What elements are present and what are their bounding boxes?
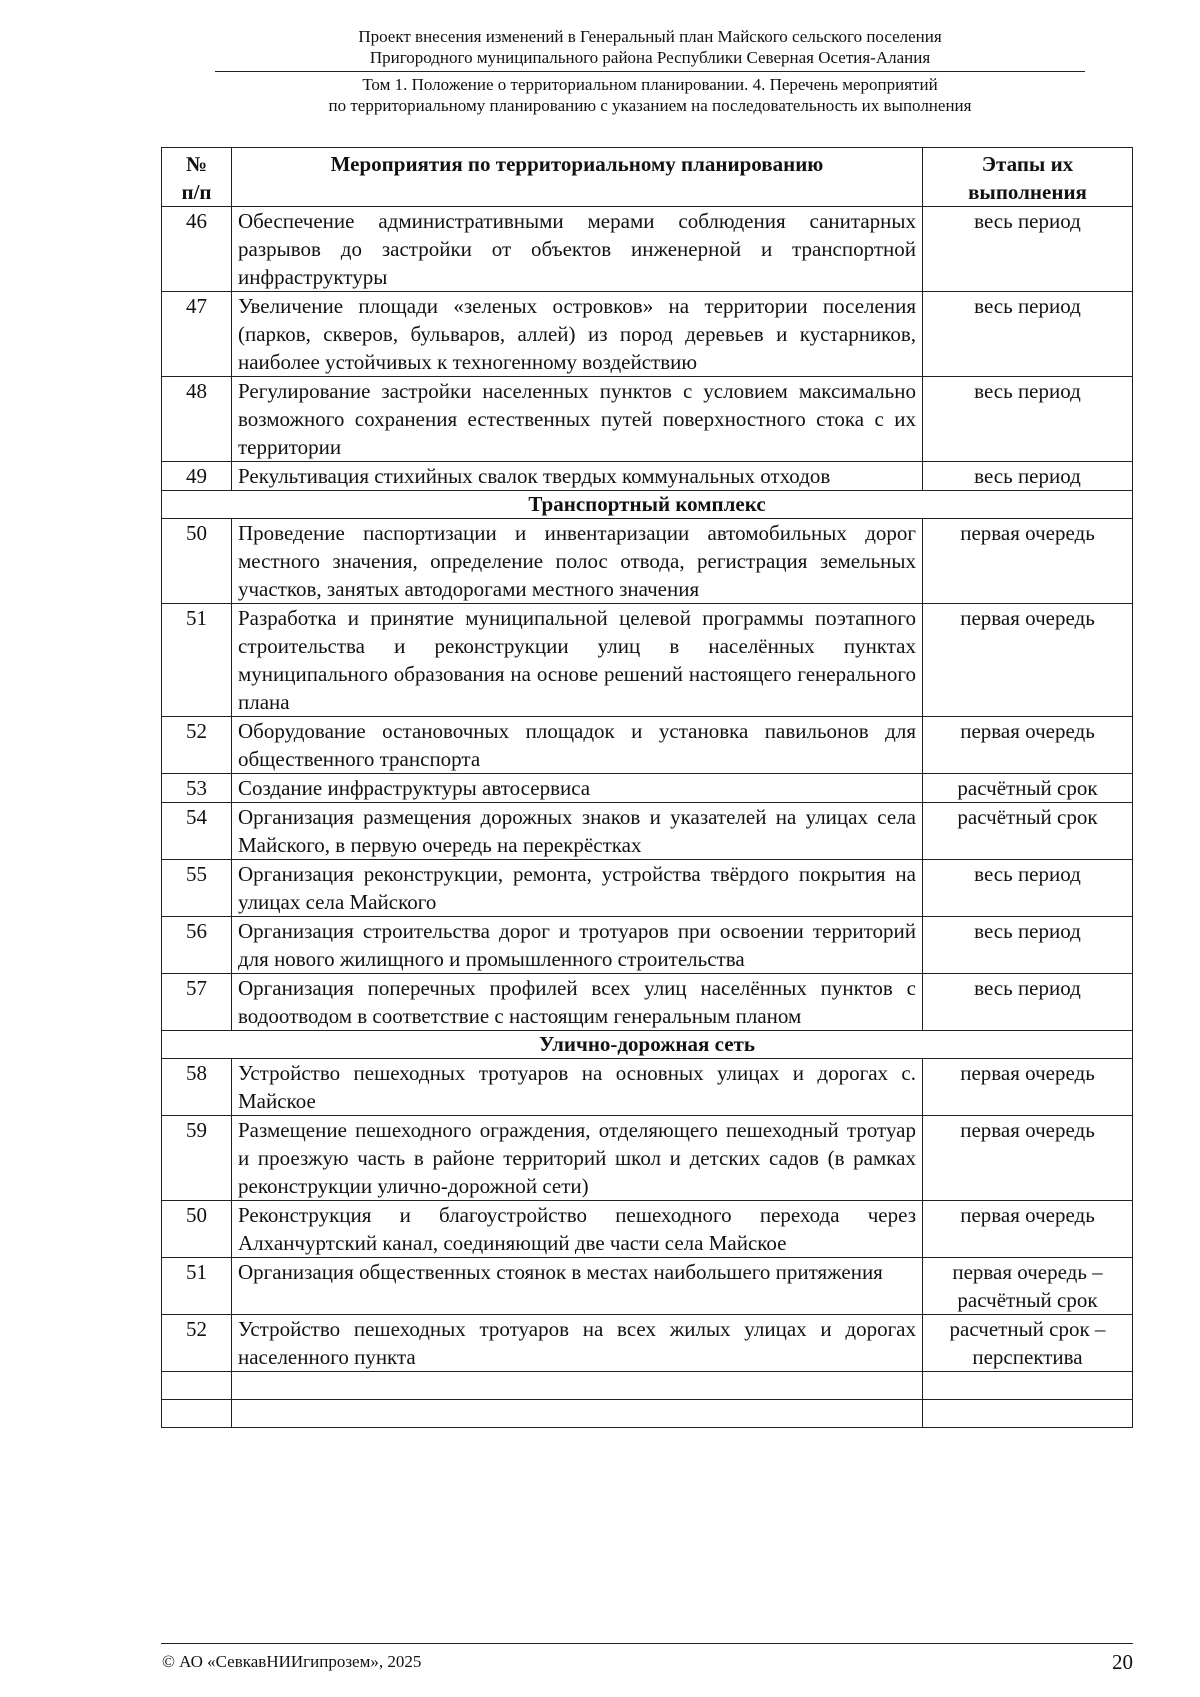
row-stage: весь период: [923, 860, 1133, 917]
row-stage: весь период: [923, 377, 1133, 462]
row-number: 47: [162, 292, 232, 377]
row-measure-text: Создание инфраструктуры автосервиса: [232, 774, 923, 803]
measures-table-container: [161, 147, 1133, 1428]
table-row: [162, 1116, 1133, 1201]
row-measure-text: Рекультивация стихийных свалок твердых коммунальных отходов: [232, 462, 923, 491]
page-number: 20: [1112, 1650, 1133, 1674]
empty-cell: [162, 1372, 232, 1400]
row-stage: весь период: [923, 207, 1133, 292]
table-row: [162, 1201, 1133, 1258]
table-row: [162, 717, 1133, 774]
column-header-number-line2: п/п: [181, 180, 212, 204]
header-divider: [215, 71, 1085, 72]
section-heading: Улично-дорожная сеть: [162, 1031, 1133, 1059]
row-stage: первая очередь: [923, 1201, 1133, 1258]
row-measure-text: Обеспечение административными мерами соблюдения санитарных разрывов до застройки от объектов инженерной и транспортной инфраструктуры: [232, 207, 923, 292]
row-measure-text: Организация общественных стоянок в местах наибольшего притяжения: [232, 1258, 923, 1315]
table-body: [162, 207, 1133, 1428]
row-number: 55: [162, 860, 232, 917]
table-row: [162, 1315, 1133, 1372]
table-row: [162, 917, 1133, 974]
section-heading: Транспортный комплекс: [162, 491, 1133, 519]
row-measure-text: Проведение паспортизации и инвентаризации автомобильных дорог местного значения, определение полос отвода, регистрация земельных участков, занятых автодорогами местного значения: [232, 519, 923, 604]
column-header-stage-line2: выполнения: [968, 180, 1087, 204]
header-volume-title: Том 1. Положение о территориальном планировании. 4. Перечень мероприятий: [362, 75, 938, 94]
table-row: [162, 860, 1133, 917]
footer-copyright: © АО «СевкавНИИгипрозем», 2025: [162, 1652, 422, 1671]
row-measure-text: Организация реконструкции, ремонта, устройства твёрдого покрытия на улицах села Майского: [232, 860, 923, 917]
table-row: [162, 1059, 1133, 1116]
empty-table-row: [162, 1400, 1133, 1428]
row-stage: первая очередь: [923, 604, 1133, 717]
header-volume-subtitle: по территориальному планированию с указанием на последовательность их выполнения: [328, 96, 972, 115]
row-measure-text: Устройство пешеходных тротуаров на всех жилых улицах и дорогах населенного пункта: [232, 1315, 923, 1372]
row-stage: первая очередь: [923, 717, 1133, 774]
row-measure-text: Разработка и принятие муниципальной целевой программы поэтапного строительства и реконструкции улиц в населённых пунктах муниципального образования на основе решений настоящего генерального плана: [232, 604, 923, 717]
measures-table: [161, 147, 1133, 1428]
row-measure-text: Организация строительства дорог и тротуаров при освоении территорий для нового жилищного и промышленного строительства: [232, 917, 923, 974]
column-header-number: [162, 148, 232, 207]
row-stage: расчетный срок – перспектива: [923, 1315, 1133, 1372]
row-stage: весь период: [923, 974, 1133, 1031]
row-number: 46: [162, 207, 232, 292]
row-stage: весь период: [923, 462, 1133, 491]
header-project-title: Проект внесения изменений в Генеральный план Майского сельского поселения: [358, 27, 942, 46]
document-footer: [161, 1643, 1133, 1674]
row-measure-text: Увеличение площади «зеленых островков» на территории поселения (парков, скверов, бульваров, аллей) из пород деревьев и кустарников, наиболее устойчивых к техногенному воздействию: [232, 292, 923, 377]
row-number: 59: [162, 1116, 232, 1201]
row-stage: весь период: [923, 292, 1133, 377]
empty-cell: [923, 1400, 1133, 1428]
row-measure-text: Организация поперечных профилей всех улиц населённых пунктов с водоотводом в соответствие с настоящим генеральным планом: [232, 974, 923, 1031]
row-stage: расчётный срок: [923, 774, 1133, 803]
section-heading-row: [162, 491, 1133, 519]
table-row: [162, 519, 1133, 604]
row-number: 57: [162, 974, 232, 1031]
row-number: 54: [162, 803, 232, 860]
table-header-row: [162, 148, 1133, 207]
row-number: 53: [162, 774, 232, 803]
row-number: 50: [162, 519, 232, 604]
table-row: [162, 207, 1133, 292]
row-number: 52: [162, 1315, 232, 1372]
column-header-stage-line1: Этапы их: [981, 152, 1074, 176]
table-row: [162, 377, 1133, 462]
table-row: [162, 292, 1133, 377]
row-number: 56: [162, 917, 232, 974]
column-header-measure: Мероприятия по территориальному планированию: [232, 148, 923, 207]
header-project-region: Пригородного муниципального района Республики Северная Осетия-Алания: [369, 48, 931, 67]
empty-cell: [923, 1372, 1133, 1400]
table-row: [162, 1258, 1133, 1315]
row-stage: первая очередь: [923, 1116, 1133, 1201]
row-measure-text: Регулирование застройки населенных пунктов с условием максимально возможного сохранения естественных путей поверхностного стока с их территории: [232, 377, 923, 462]
row-measure-text: Оборудование остановочных площадок и установка павильонов для общественного транспорта: [232, 717, 923, 774]
row-measure-text: Устройство пешеходных тротуаров на основных улицах и дорогах с. Майское: [232, 1059, 923, 1116]
row-stage: весь период: [923, 917, 1133, 974]
row-measure-text: Реконструкция и благоустройство пешеходного перехода через Алханчуртский канал, соединяющий две части села Майское: [232, 1201, 923, 1258]
row-number: 50: [162, 1201, 232, 1258]
column-header-number-line1: №: [185, 152, 208, 176]
row-number: 58: [162, 1059, 232, 1116]
row-stage: первая очередь: [923, 1059, 1133, 1116]
row-number: 51: [162, 604, 232, 717]
row-stage: первая очередь – расчётный срок: [923, 1258, 1133, 1315]
row-measure-text: Размещение пешеходного ограждения, отделяющего пешеходный тротуар и проезжую часть в районе территорий школ и детских садов (в рамках реконструкции улично-дорожной сети): [232, 1116, 923, 1201]
table-row: [162, 774, 1133, 803]
table-row: [162, 462, 1133, 491]
row-stage: расчётный срок: [923, 803, 1133, 860]
empty-cell: [232, 1372, 923, 1400]
row-number: 52: [162, 717, 232, 774]
row-number: 48: [162, 377, 232, 462]
row-measure-text: Организация размещения дорожных знаков и указателей на улицах села Майского, в первую очередь на перекрёстках: [232, 803, 923, 860]
row-number: 49: [162, 462, 232, 491]
table-row: [162, 974, 1133, 1031]
column-header-stage: [923, 148, 1133, 207]
empty-cell: [232, 1400, 923, 1428]
row-number: 51: [162, 1258, 232, 1315]
empty-table-row: [162, 1372, 1133, 1400]
section-heading-row: [162, 1031, 1133, 1059]
document-header: [215, 26, 1085, 116]
row-stage: первая очередь: [923, 519, 1133, 604]
table-row: [162, 803, 1133, 860]
empty-cell: [162, 1400, 232, 1428]
table-row: [162, 604, 1133, 717]
